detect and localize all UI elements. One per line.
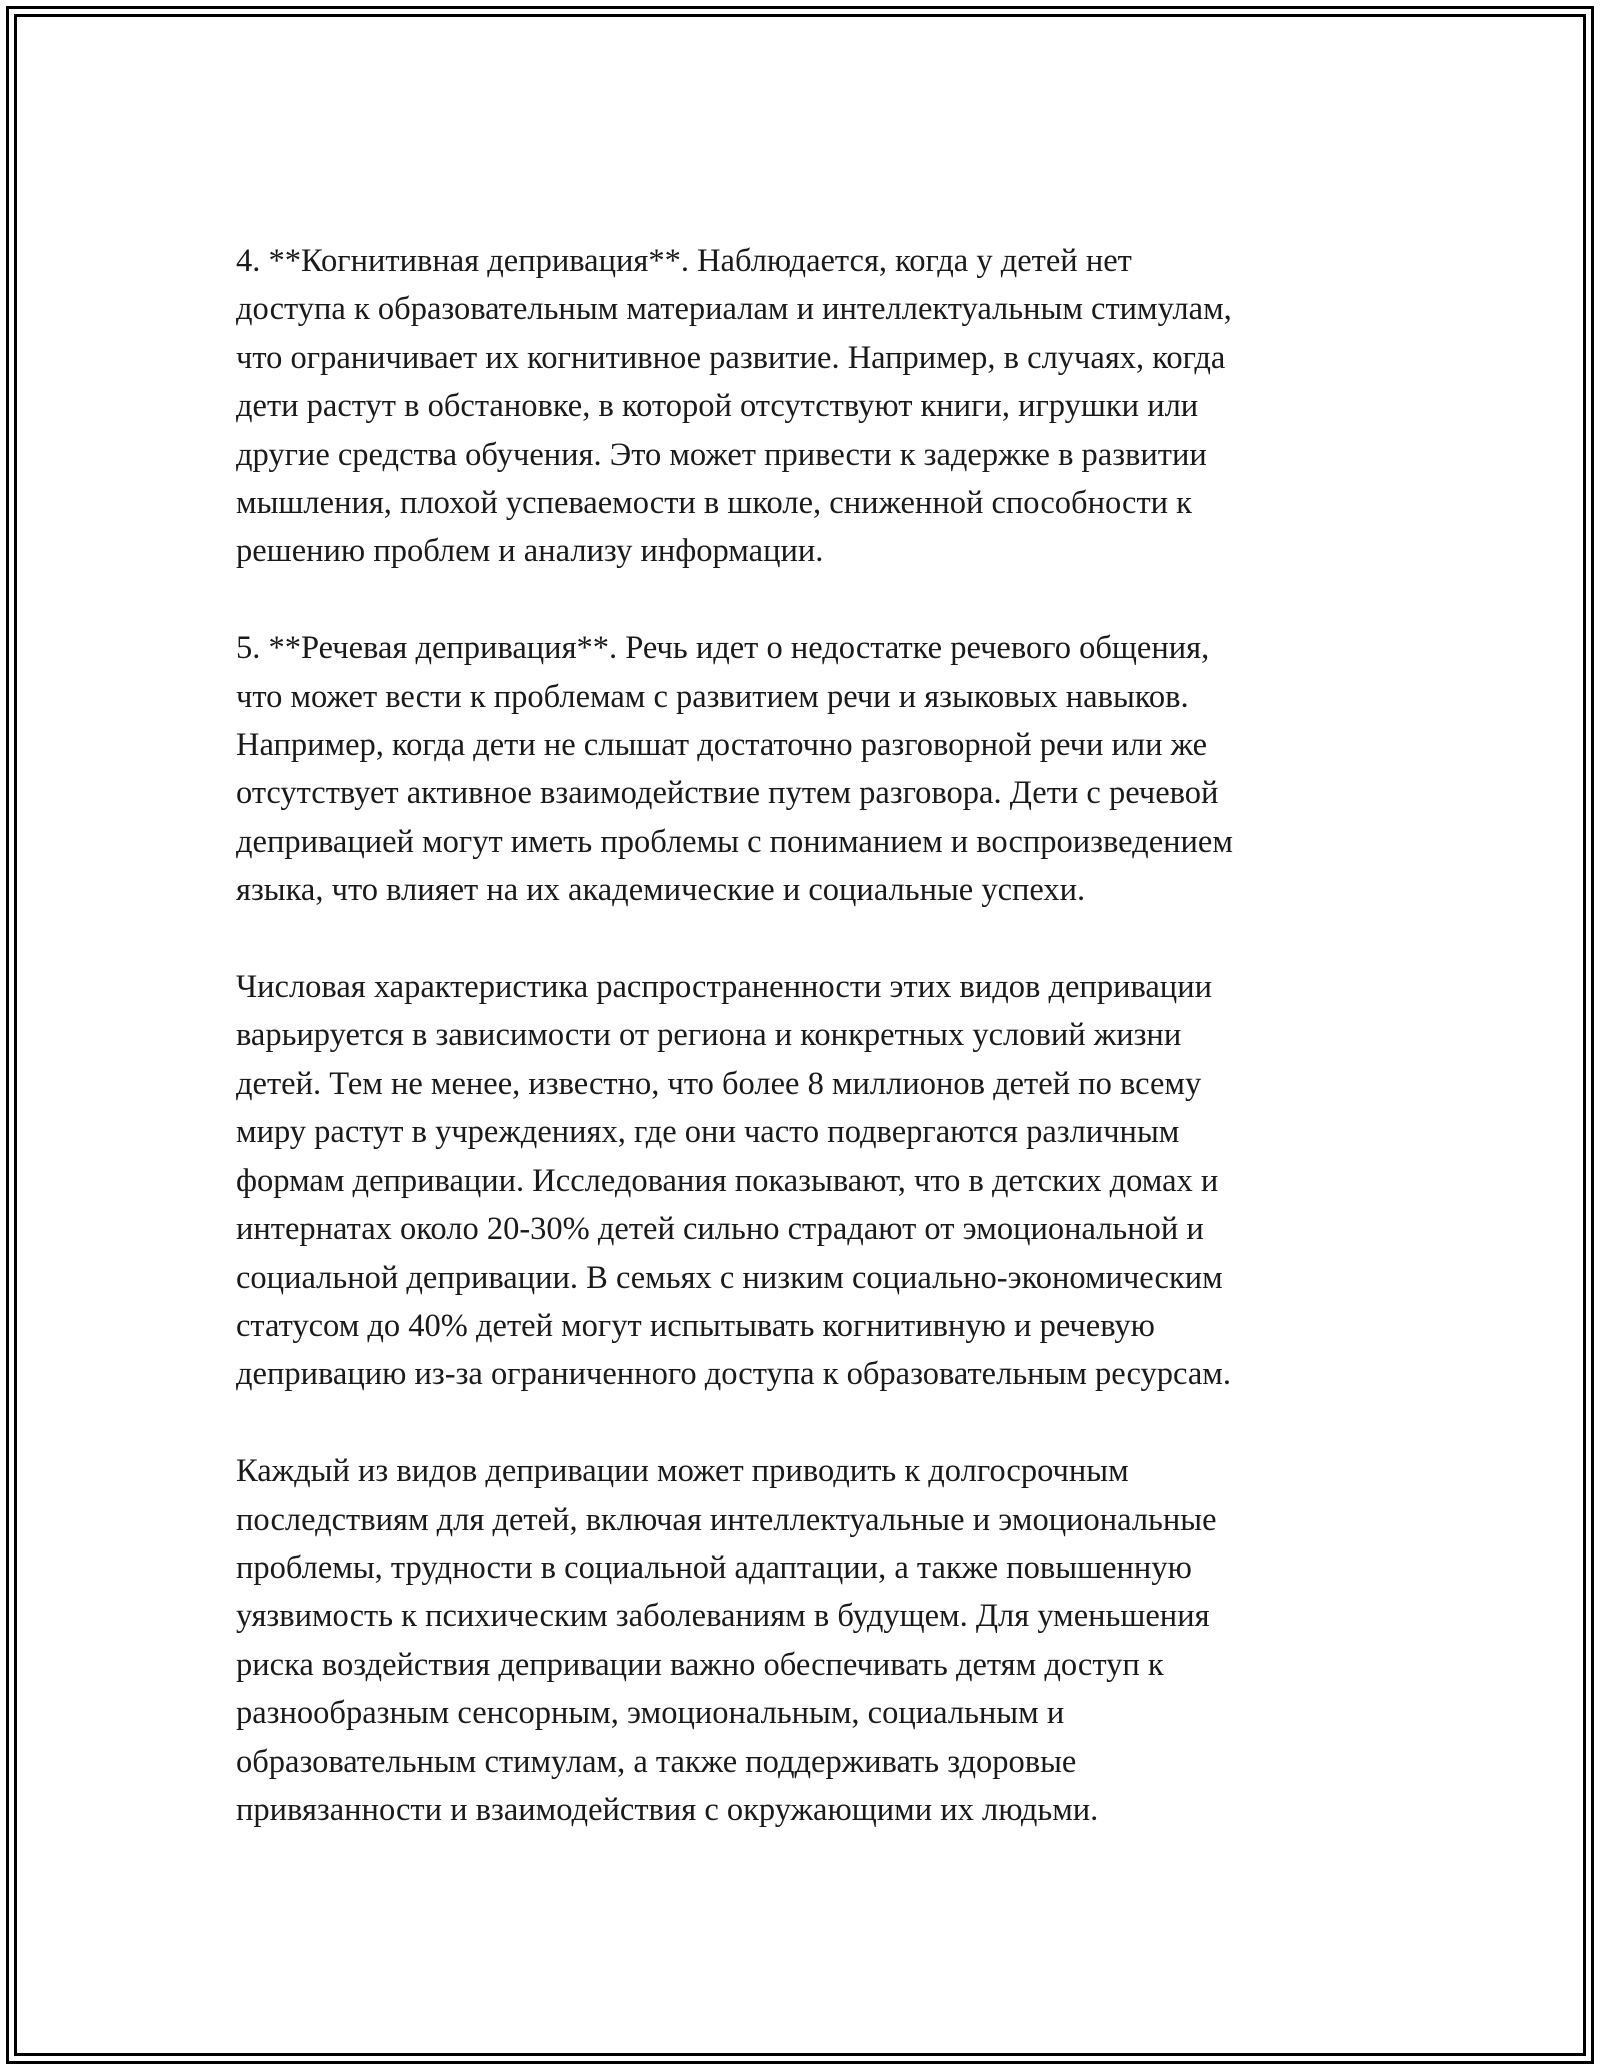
text-line: уязвимость к психическим заболеваниям в будущем. Для уменьшения: [236, 1598, 1210, 1635]
text-line: детей. Тем не менее, известно, что более 8 миллионов детей по всему: [236, 1065, 1202, 1102]
text-line: Например, когда дети не слышат достаточно разговорной речи или же: [236, 727, 1208, 764]
text-line: дети растут в обстановке, в которой отсутствуют книги, игрушки или: [236, 388, 1199, 425]
paragraph-cognitive-deprivation: [236, 237, 1416, 576]
text-line: 5. **Речевая депривация**. Речь идет о недостатке речевого общения,: [236, 630, 1210, 667]
text-line: мышления, плохой успеваемости в школе, сниженной способности к: [236, 485, 1192, 522]
text-line: проблемы, трудности в социальной адаптации, а также повышенную: [236, 1549, 1192, 1586]
paragraph-long-term-consequences: [236, 1447, 1416, 1834]
text-line: варьируется в зависимости от региона и конкретных условий жизни: [236, 1017, 1182, 1054]
text-line: статусом до 40% детей могут испытывать когнитивную и речевую: [236, 1307, 1155, 1344]
text-line: формам депривации. Исследования показывают, что в детских домах и: [236, 1162, 1219, 1199]
text-line: Числовая характеристика распространенности этих видов депривации: [236, 969, 1212, 1006]
text-line: образовательным стимулам, а также поддерживать здоровые: [236, 1743, 1077, 1780]
text-line: последствиям для детей, включая интеллектуальные и эмоциональные: [236, 1501, 1217, 1538]
text-line: миру растут в учреждениях, где они часто подвергаются различным: [236, 1114, 1180, 1151]
text-line: отсутствует активное взаимодействие путем разговора. Дети с речевой: [236, 775, 1219, 812]
text-line: привязанности и взаимодействия с окружающими их людьми.: [236, 1791, 1099, 1828]
text-line: социальной депривации. В семьях с низким социально-экономическим: [236, 1259, 1223, 1296]
text-line: другие средства обучения. Это может привести к задержке в развитии: [236, 436, 1207, 473]
paragraph-speech-deprivation: [236, 624, 1416, 914]
text-line: доступа к образовательным материалам и интеллектуальным стимулам,: [236, 291, 1232, 328]
text-line: интернатах около 20-30% детей сильно страдают от эмоциональной и: [236, 1211, 1204, 1248]
text-line: решению проблем и анализу информации.: [236, 533, 824, 570]
text-line: депривацией могут иметь проблемы с пониманием и воспроизведением: [236, 823, 1233, 860]
text-line: 4. **Когнитивная депривация**. Наблюдается, когда у детей нет: [236, 243, 1132, 279]
paragraph-prevalence-statistics: [236, 963, 1416, 1399]
text-line: что может вести к проблемам с развитием речи и языковых навыков.: [236, 678, 1189, 715]
document-body: [236, 237, 1416, 1883]
text-line: что ограничивает их когнитивное развитие. Например, в случаях, когда: [236, 339, 1226, 376]
text-line: языка, что влияет на их академические и социальные успехи.: [236, 872, 1086, 909]
text-line: риска воздействия депривации важно обеспечивать детям доступ к: [236, 1646, 1164, 1683]
text-line: Каждый из видов депривации может приводить к долгосрочным: [236, 1453, 1129, 1490]
text-line: депривацию из-за ограниченного доступа к образовательным ресурсам.: [236, 1356, 1231, 1393]
text-line: разнообразным сенсорным, эмоциональным, социальным и: [236, 1695, 1065, 1732]
